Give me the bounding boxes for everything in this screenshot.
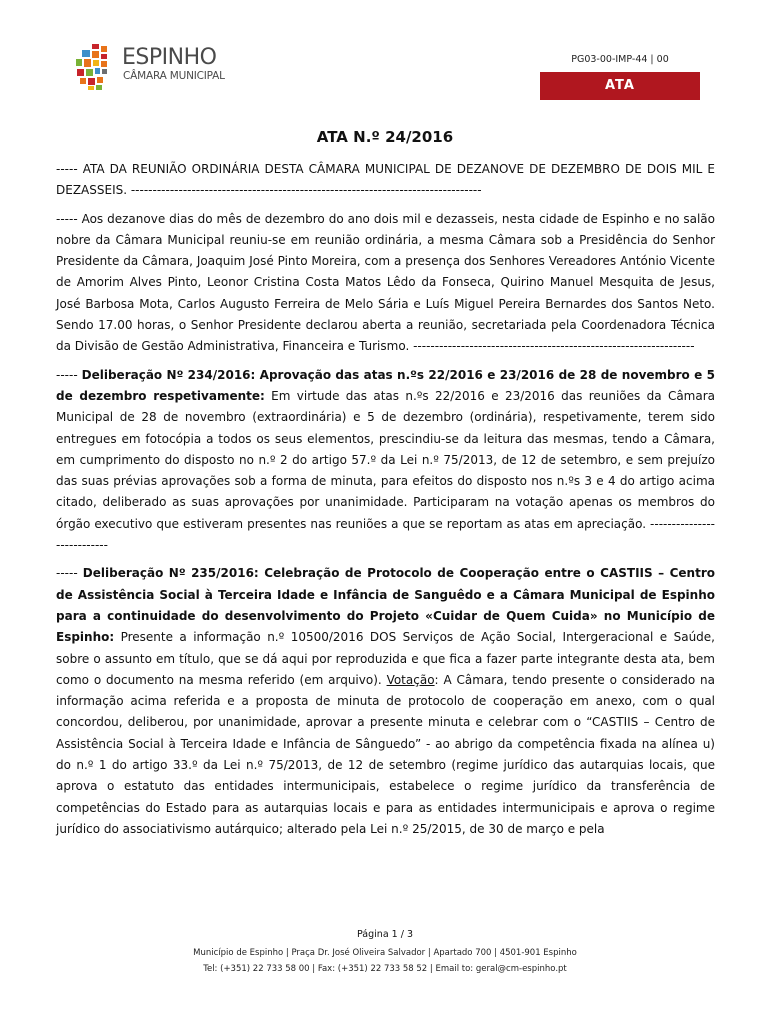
document-reference: PG03-00-IMP-44 | 00 [571,54,669,65]
document-type-badge: ATA [540,72,700,100]
opening-paragraph: ----- Aos dezanove dias do mês de dezembro do ano dois mil e dezasseis, nesta cidade de Espinho e no salão nobre da Câmara Municipal reuniu-se em reunião ordinária, a mesma Câmara sob a Presidência do Senhor Presidente da Câmara, Joaquim José Pinto Moreira, com a presença dos Senhores Vereadores António Vicente de Amorim Alves Pinto, Leonor Cristina Costa Matos Lêdo da Fonseca, Quirino Manuel Mesquita de Jesus, José Barbosa Mota, Carlos Augusto Ferreira de Melo Sária e Luís Miguel Pereira Bernardes dos Santos Neto. Sendo 17.00 horas, o Senhor Presidente declarou aberta a reunião, secretariada pela Coordenadora Técnica da Divisão de Gestão Administrativa, Financeira e Turismo. ----------------------------------------------------------------- [56,211,715,354]
footer-address: Município de Espinho | Praça Dr. José Oliveira Salvador | Apartado 700 | 4501-901 Espinho [193,948,577,958]
deliberation-234-paragraph [56,365,715,557]
deliberation-234-text: Em virtude das atas n.ºs 22/2016 e 23/2016 das reuniões da Câmara Municipal de 28 de novembro (extraordinária) e 5 de dezembro (ordinária), respetivamente, terem sido entregues em fotocópia a todos os seus elementos, prescindiu-se da leitura das mesmas, tendo a Câmara, em cumprimento do disposto no n.º 2 do artigo 57.º da Lei n.º 75/2013, de 12 de setembro, e sem prejuízo das suas prévias aprovações sob a forma de minuta, para efeitos do disposto nos n.ºs 3 e 4 do artigo acima citado, deliberado as suas aprovações por unanimidade. Participaram na votação apenas os membros do órgão executivo que estiveram presentes nas reuniões a que se reportam as atas em apreciação. --------------------------- [56,388,716,553]
page-title: ATA N.º 24/2016 [316,128,454,146]
municipality-logo [76,44,236,90]
logo-subtitle: CÂMARA MUNICIPAL [123,70,225,82]
meeting-heading-paragraph: ----- ATA DA REUNIÃO ORDINÁRIA DESTA CÂMARA MUNICIPAL DE DEZANOVE DE DEZEMBRO DE DOIS MIL E DEZASSEIS. --------------------------------------------------------------------------------- [56,162,715,198]
deliberation-235-vote-text: : A Câmara, tendo presente o considerado na informação acima referida e a proposta de minuta de protocolo de cooperação em anexo, com o qual concordou, deliberou, por unanimidade, aprovar a presente minuta e celebrar com o “CASTIIS – Centro de Assistência Social à Terceira Idade e Infância de Sânguedo” - ao abrigo da competência fixada na alínea u) do n.º 1 do artigo 33.º da Lei n.º 75/2013, de 12 de setembro (regime jurídico das autarquias locais, que aprova o estatuto das entidades intermunicipais, estabelece o regime jurídico da transferência de competências do Estado para as autarquias locais e para as entidades intermunicipais e aprova o regime jurídico do associativismo autárquico; alterado pela Lei n.º 25/2015, de 30 de março e pela [56,672,715,836]
logo-name: ESPINHO [122,45,217,70]
deliberation-235-heading: Deliberação Nº 235/2016: Celebração de Protocolo de Cooperação entre o CASTIIS – Centro de Assistência Social à Terceira Idade e Infância de Sanguêdo e a Câmara Municipal de Espinho para a continuidade do desenvolvimento do Projeto «Cuidar de Quem Cuida» no Município de Espinho: [56,566,716,645]
document-body [56,159,715,847]
espinho-mosaic-icon [76,44,120,90]
page-number: Página 1 / 3 [357,929,413,940]
footer-contacts: Tel: (+351) 22 733 58 00 | Fax: (+351) 22 733 58 52 | Email to: geral@cm-espinho.pt [203,964,567,974]
deliberation-235-paragraph [56,563,715,840]
vote-label: Votação [386,672,435,687]
dash-prefix: ----- [56,566,83,581]
deliberation-235-text: Presente a informação n.º 10500/2016 DOS Serviços de Ação Social, Intergeracional e Saúde, sobre o assunto em título, que se dá aqui por reproduzida e que fica a fazer parte integrante desta ata, bem como o documento na mesma referido (em arquivo). [56,630,715,687]
dash-prefix: ----- [56,367,82,382]
deliberation-234-heading: Deliberação Nº 234/2016: Aprovação das atas n.ºs 22/2016 e 23/2016 de 28 de novembro e 5 de dezembro respetivamente: [56,367,715,403]
